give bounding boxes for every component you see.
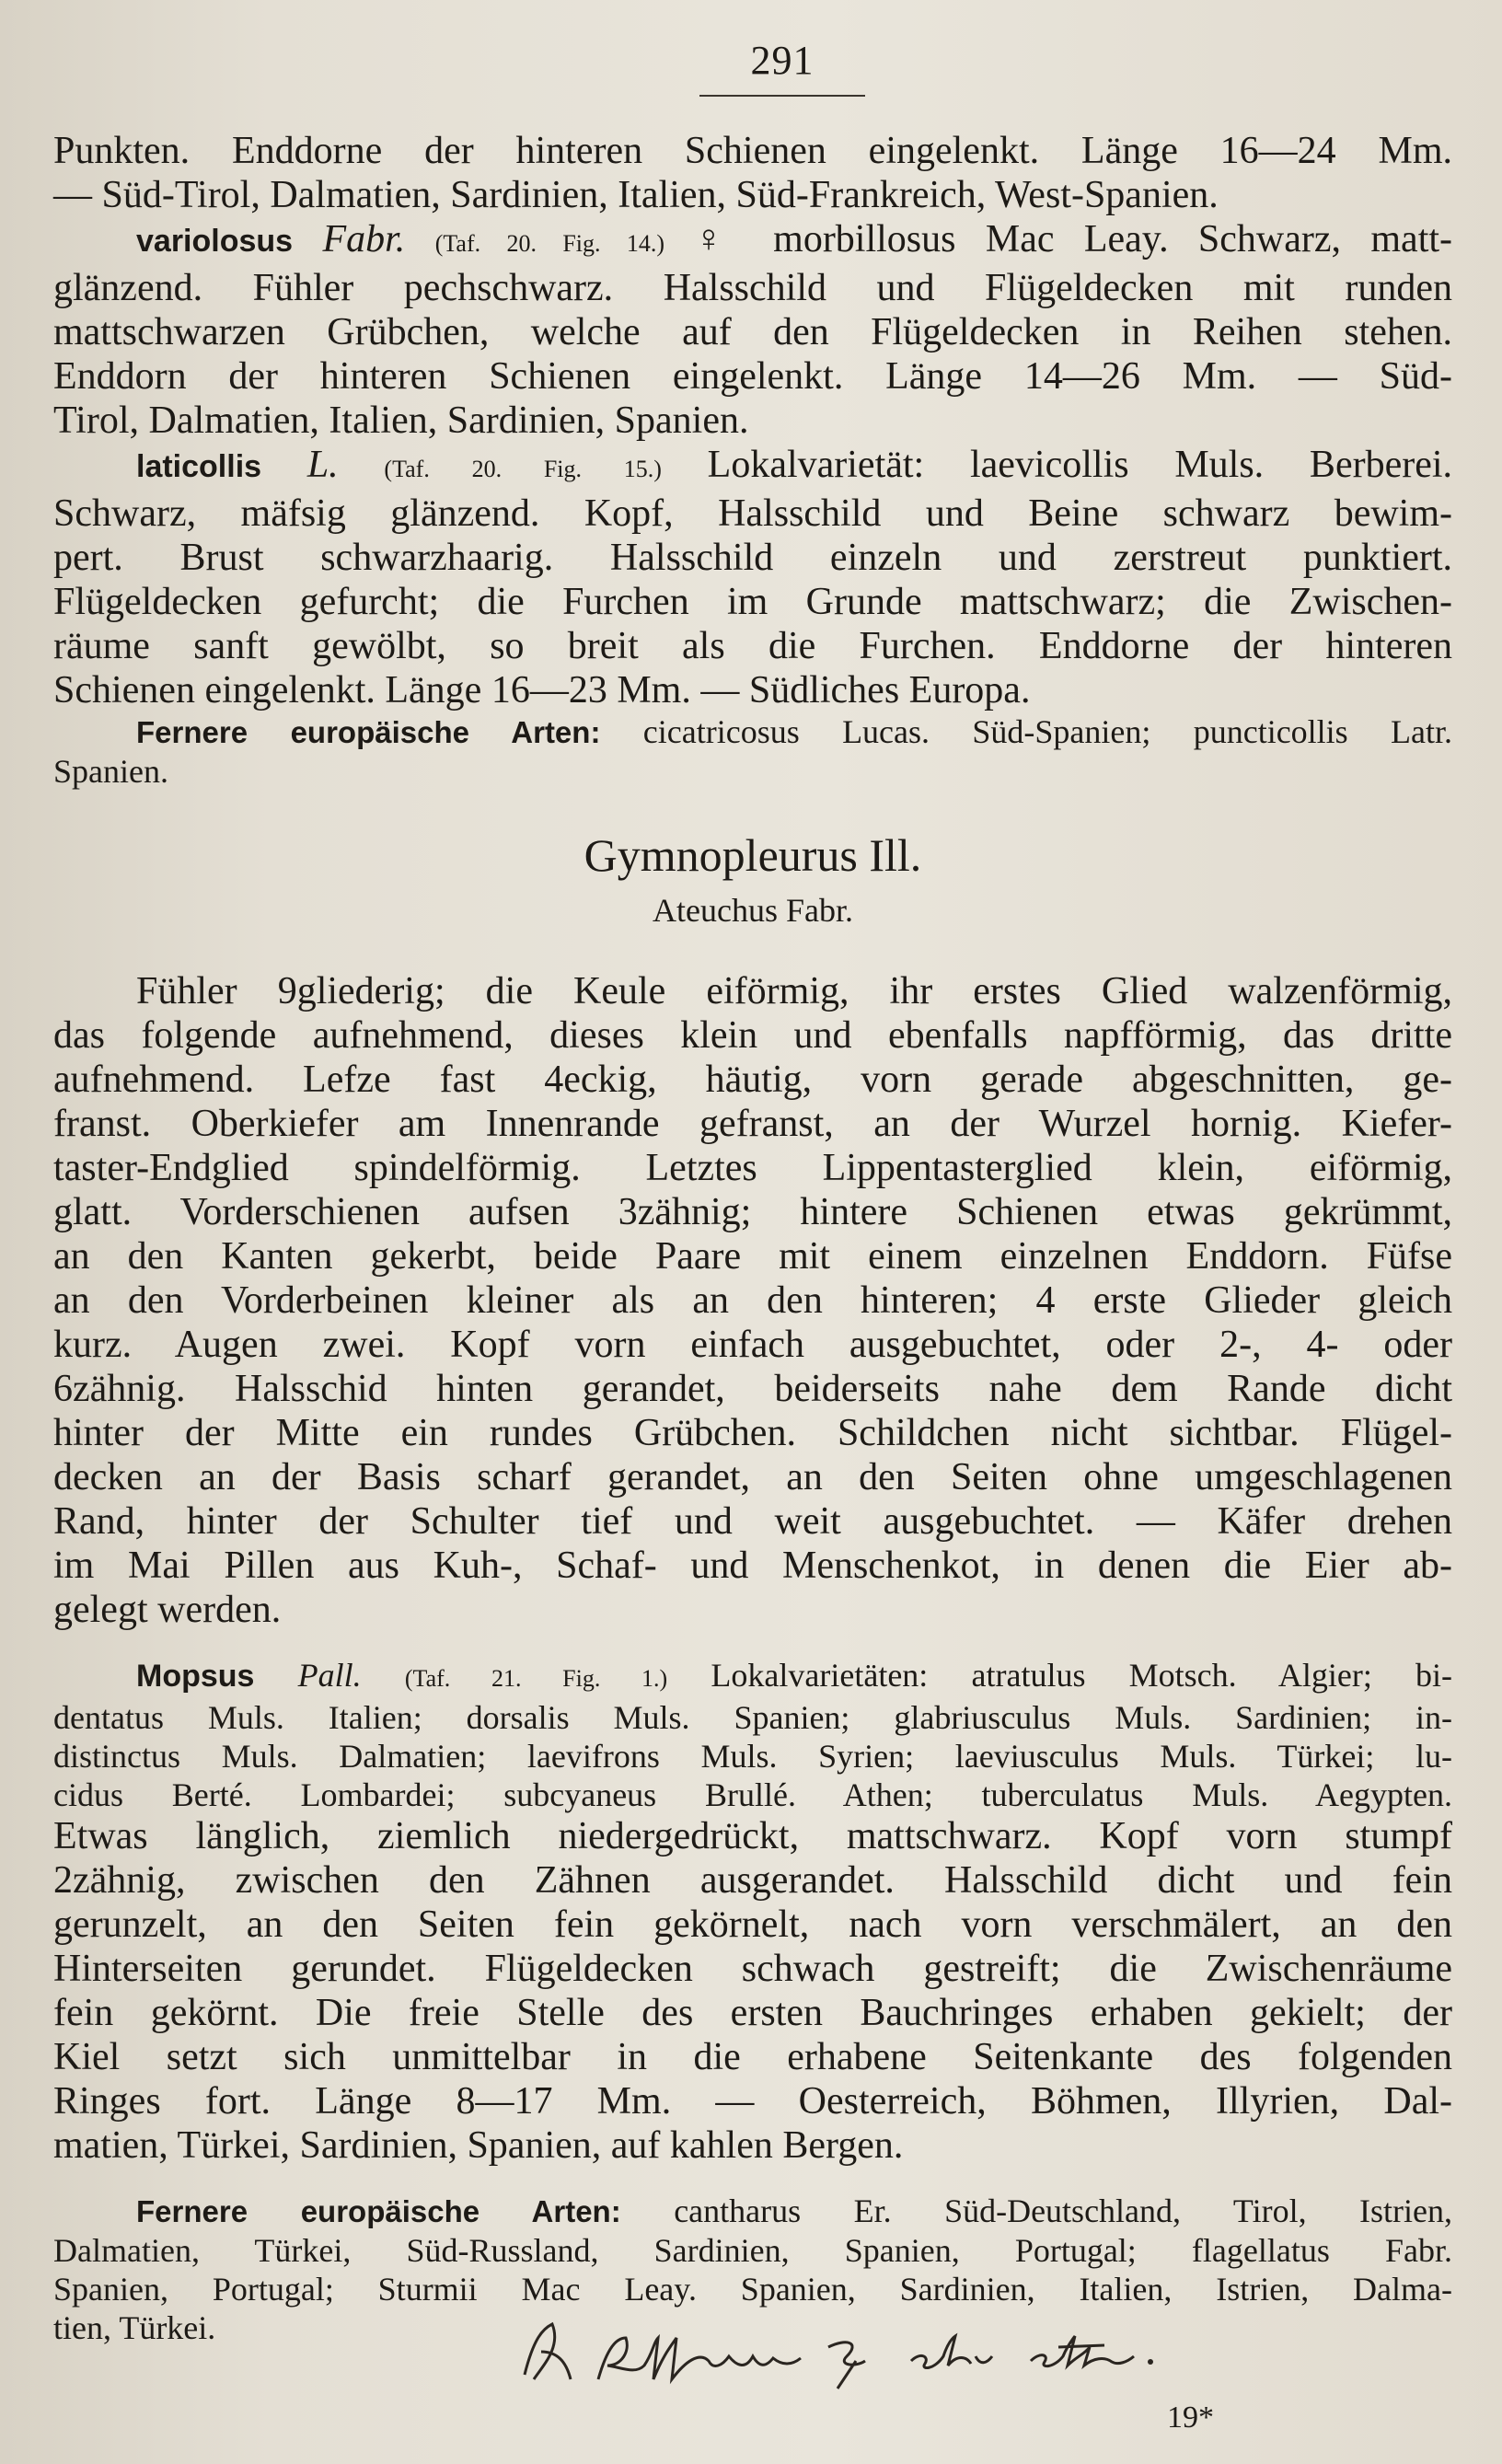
text-line: cidus Berté. Lombardei; subcyaneus Brullé. Athen; tuberculatus Muls. Aegypten. <box>53 1776 1452 1813</box>
text-line: Flügeldecken gefurcht; die Furchen im Grunde mattschwarz; die Zwischen- <box>53 581 1452 623</box>
text-line: Etwas länglich, ziemlich niedergedrückt, mattschwarz. Kopf vorn stumpf <box>53 1815 1452 1857</box>
continued-paragraph <box>53 129 1452 217</box>
text-line: hinter der Mitte ein rundes Grübchen. Schildchen nicht sichtbar. Flügel- <box>53 1412 1452 1454</box>
text-line: dentatus Muls. Italien; dorsalis Muls. Spanien; glabriusculus Muls. Sardinien; in- <box>53 1699 1452 1736</box>
signature-mark: 19* <box>1167 2400 1214 2435</box>
page-number: 291 <box>750 38 815 83</box>
species-entry-variolosus <box>53 217 1452 443</box>
species-header-line <box>53 443 1452 492</box>
species-name: Mopsus <box>136 1659 255 1694</box>
plate-reference: (Taf. 20. Fig. 15.) <box>384 456 662 482</box>
text-line: 2zähnig, zwischen den Zähnen ausgerandet. Halsschild dicht und fein <box>53 1859 1452 1902</box>
text-line: räume sanft gewölbt, so breit als die Furchen. Enddorne der hinteren <box>53 625 1452 667</box>
text-line: matien, Türkei, Sardinien, Spanien, auf kahlen Bergen. <box>53 2124 904 2167</box>
text-line: franst. Oberkiefer am Innenrande gefranst, an der Wurzel hornig. Kiefer- <box>53 1103 1452 1145</box>
species-entry-mopsus <box>53 1656 1452 2168</box>
further-species-line <box>53 712 1452 752</box>
text-line: Ringes fort. Länge 8—17 Mm. — Oesterreich, Böhmen, Illyrien, Dal- <box>53 2080 1452 2123</box>
further-species-line <box>53 2192 1452 2231</box>
further-species-label: Fernere europäische Arten: <box>136 715 601 749</box>
text-line: tien, Türkei. <box>53 2309 216 2346</box>
further-species-text: cantharus Er. Süd-Deutschland, Tirol, Istrien, <box>674 2192 1453 2229</box>
genus-description <box>53 969 1452 1632</box>
text-line: glänzend. Fühler pechschwarz. Halsschild und Flügeldecken mit runden <box>53 267 1452 309</box>
text-line: Enddorn der hinteren Schienen eingelenkt. Länge 14—26 Mm. — Süd- <box>53 355 1452 398</box>
text-line: Punkten. Enddorne der hinteren Schienen eingelenkt. Länge 16—24 Mm. <box>53 130 1452 172</box>
plate-reference: (Taf. 20. Fig. 14.) <box>434 230 665 257</box>
text-line: gerunzelt, an den Seiten fein gekörnelt, nach vorn verschmälert, an den <box>53 1903 1452 1946</box>
plate-reference: (Taf. 21. Fig. 1.) <box>404 1665 668 1692</box>
text-line: 6zähnig. Halsschid hinten gerandet, beiderseits nahe dem Rande dicht <box>53 1368 1452 1410</box>
species-varieties: Lokalvarietäten: atratulus Motsch. Algier; bi- <box>711 1657 1453 1694</box>
species-name: variolosus <box>136 224 294 259</box>
text-line: aufnehmend. Lefze fast 4eckig, häutig, vorn gerade abgeschnitten, ge- <box>53 1058 1452 1101</box>
text-line: Spanien, Portugal; Sturmii Mac Leay. Spanien, Sardinien, Italien, Istrien, Dalma- <box>53 2271 1452 2308</box>
text-line: decken an der Basis scharf gerandet, an den Seiten ohne umgeschlagenen <box>53 1456 1452 1498</box>
genus-heading: Gymnopleurus Ill. <box>583 829 922 881</box>
species-author: Pall. <box>297 1657 362 1694</box>
text-line: fein gekörnt. Die freie Stelle des ersten Bauchringes erhaben gekielt; der <box>53 1992 1452 2034</box>
text-line: gelegt werden. <box>53 1589 282 1631</box>
text-line: kurz. Augen zwei. Kopf vorn einfach ausgebuchtet, oder 2-, 4- oder <box>53 1324 1452 1366</box>
text-line: Rand, hinter der Schulter tief und weit ausgebuchtet. — Käfer drehen <box>53 1500 1452 1543</box>
text-line: Schwarz, mäfsig glänzend. Kopf, Halsschild und Beine schwarz bewim- <box>53 492 1452 535</box>
species-synonym: ♀ morbillosus Mac Leay. Schwarz, matt- <box>694 218 1453 260</box>
further-species-1 <box>53 712 1452 791</box>
page-number-rule <box>699 95 865 97</box>
text-line: das folgende aufnehmend, dieses klein und ebenfalls napfförmig, das dritte <box>53 1014 1452 1057</box>
text-line: an den Vorderbeinen kleiner als an den hinteren; 4 erste Glieder gleich <box>53 1279 1452 1322</box>
text-line: distinctus Muls. Dalmatien; laevifrons Muls. Syrien; laeviusculus Muls. Türkei; lu- <box>53 1738 1452 1775</box>
text-line: Kiel setzt sich unmittelbar in die erhabene Seitenkante des folgenden <box>53 2036 1452 2078</box>
text-line: Tirol, Dalmatien, Italien, Sardinien, Spanien. <box>53 399 749 442</box>
page-text <box>53 129 1452 2347</box>
species-header-line <box>53 1656 1452 1698</box>
text-line: Dalmatien, Türkei, Süd-Russland, Sardinien, Spanien, Portugal; flagellatus Fabr. <box>53 2232 1452 2269</box>
further-species-label: Fernere europäische Arten: <box>136 2194 621 2228</box>
species-header-line <box>53 217 1452 266</box>
text-line: pert. Brust schwarzhaarig. Halsschild einzeln und zerstreut punktiert. <box>53 537 1452 579</box>
species-name: laticollis <box>136 449 262 484</box>
text-line: Fühler 9gliederig; die Keule eiförmig, ihr erstes Glied walzenförmig, <box>136 970 1452 1012</box>
species-variety: Lokalvarietät: laevicollis Muls. Berberei. <box>707 444 1453 486</box>
text-line: mattschwarzen Grübchen, welche auf den Flügeldecken in Reihen stehen. <box>53 311 1452 353</box>
text-line: Hinterseiten gerundet. Flügeldecken schwach gestreift; die Zwischenräume <box>53 1948 1452 1990</box>
handwritten-note <box>515 2310 1252 2393</box>
text-line: taster-Endglied spindelförmig. Letztes Lippentasterglied klein, eiförmig, <box>53 1147 1452 1189</box>
species-author: Fabr. <box>322 218 406 260</box>
further-species-text: cicatricosus Lucas. Süd-Spanien; puncticollis Latr. <box>642 713 1453 750</box>
text-line: Schienen eingelenkt. Länge 16—23 Mm. — Südliches Europa. <box>53 669 1031 711</box>
text-line: an den Kanten gekerbt, beide Paare mit einem einzelnen Enddorn. Füfse <box>53 1235 1452 1278</box>
species-author: L. <box>306 444 339 486</box>
spacer <box>53 1632 1452 1656</box>
text-line: im Mai Pillen aus Kuh-, Schaf- und Menschenkot, in denen die Eier ab- <box>53 1544 1452 1587</box>
genus-synonym: Ateuchus Fabr. <box>653 892 853 929</box>
text-line: — Süd-Tirol, Dalmatien, Sardinien, Italien, Süd-Frankreich, West-Spanien. <box>53 174 1219 216</box>
species-entry-laticollis <box>53 443 1452 712</box>
text-line: Spanien. <box>53 753 168 790</box>
text-line: glatt. Vorderschienen aufsen 3zähnig; hintere Schienen etwas gekrümmt, <box>53 1191 1452 1233</box>
spacer <box>53 2168 1452 2192</box>
